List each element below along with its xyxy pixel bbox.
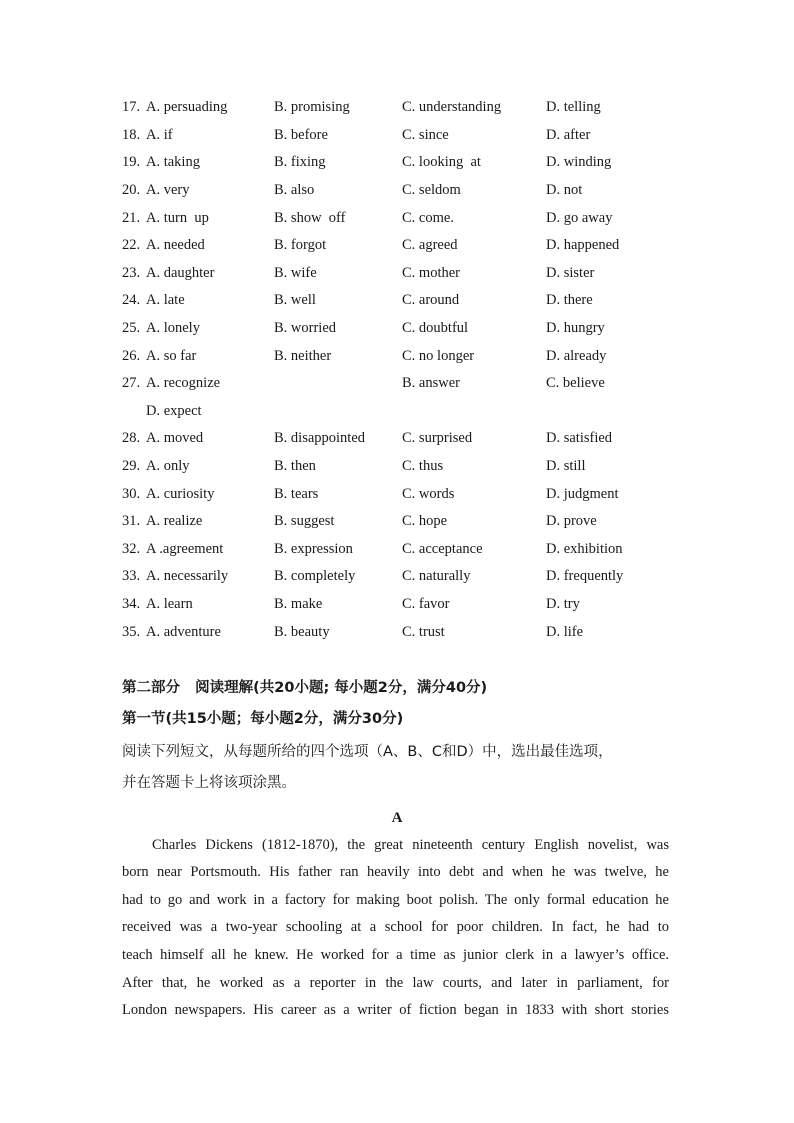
option-d: D. frequently (546, 568, 624, 584)
question-row-28 (122, 426, 613, 450)
passage-line: After that, he worked as a reporter in the law courts, and later in parliament, for (122, 975, 669, 991)
passage-line: had to go and work in a factory for making boot polish. The only formal education he (122, 892, 669, 908)
option-b: B. tears (274, 486, 319, 502)
question-number: 20. (122, 182, 141, 198)
question-row-24 (122, 288, 593, 312)
option-c: C. acceptance (402, 541, 483, 557)
option-b: B. answer (402, 375, 460, 391)
option-b: B. promising (274, 99, 350, 115)
question-number: 28. (122, 430, 141, 446)
option-b: B. worried (274, 320, 337, 336)
question-number: 22. (122, 237, 141, 253)
question-row-30 (122, 482, 619, 506)
option-c: C. no longer (402, 348, 475, 364)
question-number: 17. (122, 99, 141, 115)
option-c: C. around (402, 292, 460, 308)
option-c: C. hope (402, 513, 448, 529)
option-a: A. persuading (146, 99, 228, 115)
option-c: C. doubtful (402, 320, 469, 336)
option-a: A. needed (146, 237, 205, 253)
option-c: C. agreed (402, 237, 458, 253)
passage-line: received was a two-year schooling at a school for poor children. In fact, he had to (122, 919, 669, 935)
option-a: A .agreement (146, 541, 224, 557)
option-a: A. daughter (146, 265, 215, 281)
option-a: A. so far (146, 348, 197, 364)
option-d: D. already (546, 348, 607, 364)
instruction-line-1: 阅读下列短文，从每题所给的四个选项（A、B、C和D）中，选出最佳选项， (122, 744, 613, 760)
question-number: 34. (122, 596, 141, 612)
option-b: B. neither (274, 348, 332, 364)
option-a: A. moved (146, 430, 204, 446)
question-row-27 (122, 371, 605, 395)
option-d: D. satisfied (546, 430, 613, 446)
option-b: B. fixing (274, 154, 326, 170)
option-c: C. looking at (402, 154, 481, 170)
question-number: 18. (122, 127, 141, 143)
question-number: 19. (122, 154, 141, 170)
option-d: D. not (546, 182, 583, 198)
passage-line: born near Portsmouth. His father ran heavily into debt and when he was twelve, he (122, 864, 669, 880)
question-row-21 (122, 206, 613, 230)
option-d: D. after (546, 127, 591, 143)
option-d-continuation: D. expect (146, 403, 202, 419)
option-a: A. recognize (146, 375, 221, 391)
option-c: C. understanding (402, 99, 502, 115)
question-row-31 (122, 509, 597, 533)
section-one-heading: 第一节(共15小题；每小题2分，满分30分) (122, 711, 404, 727)
option-d: D. happened (546, 237, 620, 253)
option-c: C. trust (402, 624, 445, 640)
question-number: 30. (122, 486, 141, 502)
question-number: 33. (122, 568, 141, 584)
option-b: B. suggest (274, 513, 335, 529)
option-b: B. wife (274, 265, 317, 281)
question-row-20 (122, 178, 583, 202)
question-row-18 (122, 123, 591, 147)
option-c: C. since (402, 127, 449, 143)
option-a: A. if (146, 127, 173, 143)
option-c: C. mother (402, 265, 460, 281)
option-b: B. beauty (274, 624, 330, 640)
option-c: C. surprised (402, 430, 473, 446)
option-b: B. disappointed (274, 430, 366, 446)
instruction-line-2: 并在答题卡上将该项涂黑。 (122, 775, 296, 791)
question-number: 21. (122, 210, 141, 226)
passage-title: A (391, 810, 403, 826)
option-b: B. also (274, 182, 315, 198)
part-two-heading: 第二部分 阅读理解(共20小题; 每小题2分，满分40分) (122, 680, 488, 696)
question-number: 32. (122, 541, 141, 557)
question-row-35 (122, 620, 584, 644)
question-row-17 (122, 95, 601, 119)
question-number: 29. (122, 458, 141, 474)
option-d: D. prove (546, 513, 597, 529)
option-d: D. there (546, 292, 593, 308)
option-a: A. lonely (146, 320, 200, 336)
option-d: D. winding (546, 154, 612, 170)
option-a: A. late (146, 292, 185, 308)
question-number: 26. (122, 348, 141, 364)
option-a: A. curiosity (146, 486, 215, 502)
option-c: C. favor (402, 596, 450, 612)
option-d: D. go away (546, 210, 613, 226)
option-c: C. believe (546, 375, 605, 391)
question-row-22 (122, 233, 620, 257)
question-row-19 (122, 150, 612, 174)
option-b: B. then (274, 458, 316, 474)
passage-line: teach himself all he knew. He worked for a time as junior clerk in a lawyer’s office. (122, 947, 669, 963)
option-a: A. realize (146, 513, 203, 529)
option-a: A. adventure (146, 624, 221, 640)
question-row-34 (122, 592, 580, 616)
option-a: A. taking (146, 154, 200, 170)
option-d: D. still (546, 458, 586, 474)
option-b: B. expression (274, 541, 353, 557)
option-d: D. sister (546, 265, 595, 281)
option-b: B. make (274, 596, 323, 612)
option-b: B. forgot (274, 237, 327, 253)
option-d: D. life (546, 624, 584, 640)
option-c: C. thus (402, 458, 444, 474)
option-b: B. well (274, 292, 316, 308)
option-d: D. try (546, 596, 580, 612)
question-number: 23. (122, 265, 141, 281)
option-d: D. hungry (546, 320, 605, 336)
question-number: 24. (122, 292, 141, 308)
question-row-33 (122, 564, 624, 588)
option-a: A. turn up (146, 210, 209, 226)
question-row-26 (122, 344, 607, 368)
question-number: 31. (122, 513, 141, 529)
option-d: D. exhibition (546, 541, 623, 557)
option-c: C. naturally (402, 568, 471, 584)
passage-line: Charles Dickens (1812-1870), the great nineteenth century English novelist, was (152, 837, 669, 853)
passage-line: London newspapers. His career as a writer of fiction began in 1833 with short stories (122, 1002, 669, 1018)
option-a: A. very (146, 182, 190, 198)
option-a: A. only (146, 458, 190, 474)
question-row-29 (122, 454, 586, 478)
option-a: A. learn (146, 596, 193, 612)
question-row-25 (122, 316, 605, 340)
option-c: C. seldom (402, 182, 461, 198)
question-number: 27. (122, 375, 141, 391)
question-number: 35. (122, 624, 141, 640)
option-d: D. judgment (546, 486, 619, 502)
question-number: 25. (122, 320, 141, 336)
option-b: B. completely (274, 568, 356, 584)
option-b: B. before (274, 127, 328, 143)
option-c: C. come. (402, 210, 454, 226)
option-a: A. necessarily (146, 568, 229, 584)
option-b: B. show off (274, 210, 346, 226)
question-row-23 (122, 261, 595, 285)
option-d: D. telling (546, 99, 601, 115)
option-c: C. words (402, 486, 455, 502)
question-row-32 (122, 537, 623, 561)
